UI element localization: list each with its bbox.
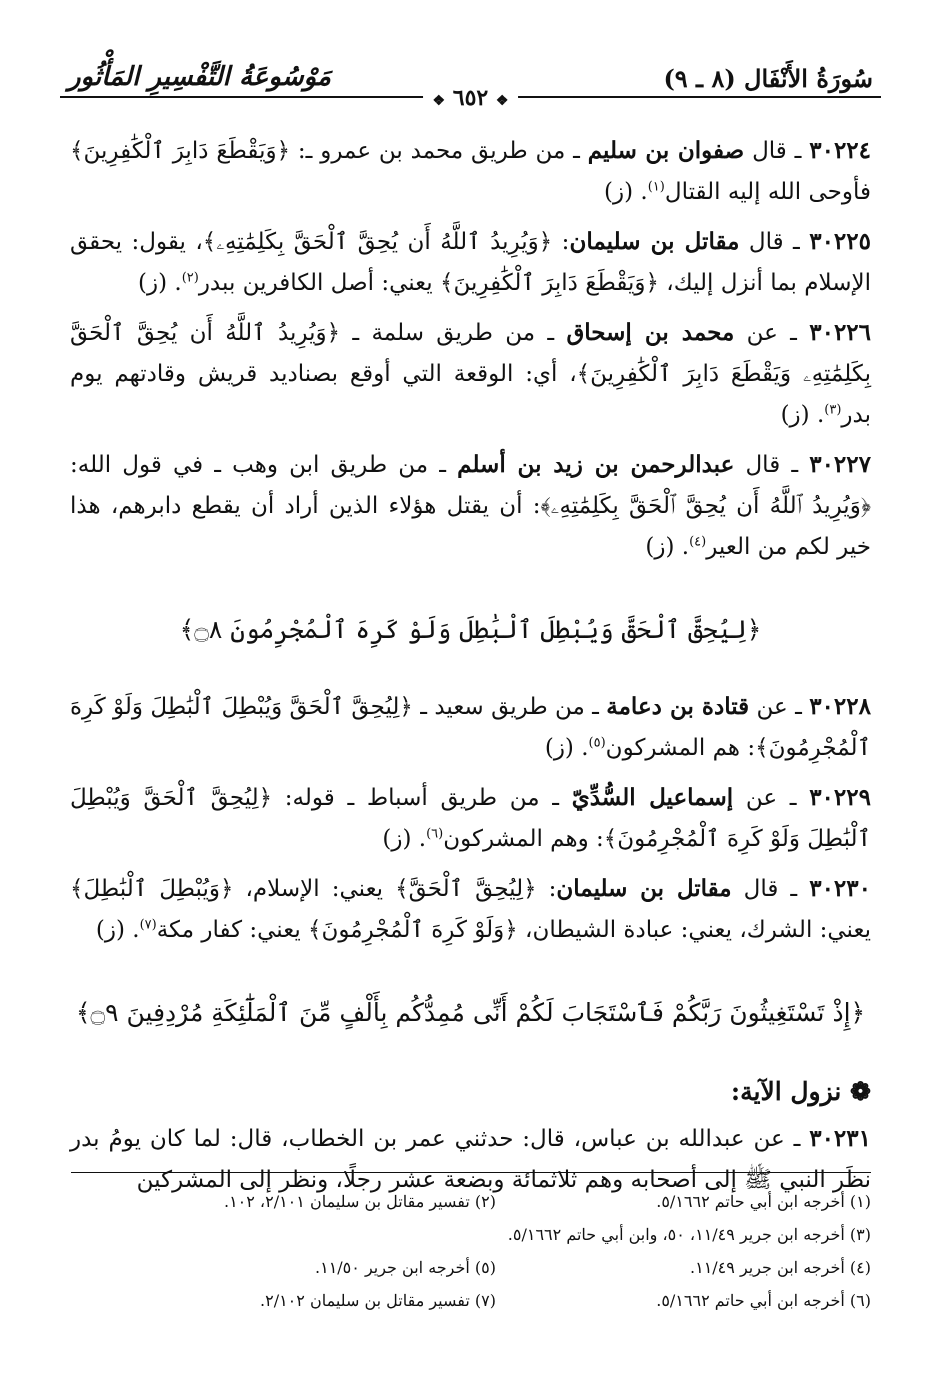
footnote-ref[interactable]: (٧)	[139, 917, 157, 933]
entry-30225: ٣٠٢٢٥ ـ قال مقاتل بن سليمان: ﴿وَيُرِيدُ ٱللَّهُ أَن يُحِقَّ ٱلْحَقَّ بِكَلِمَٰتِهِۦ﴾، يقول: يحقق الإسلام بما أنزل إليك، ﴿وَيَقْطَعَ دَابِرَ ٱلْكَٰفِرِينَ﴾ يعني: أصل الكافرين ببدر$^{(٢)}$. (ز)	[70, 228, 871, 296]
footnote-ref[interactable]: (٤)	[689, 534, 707, 550]
footnote: (٤) أخرجه ابن جرير ١١/٤٩.	[690, 1258, 871, 1277]
quran-verse-9: ﴿إِذْ تَسْتَغِيثُونَ رَبَّكُمْ فَٱسْتَجَابَ لَكُمْ أَنِّى مُمِدُّكُم بِأَلْفٍ مِّنَ ٱلْمَلَٰٓئِكَةِ مُرْدِفِينَ ۝٩﴾	[75, 998, 866, 1027]
footnote-ref[interactable]: (٦)	[426, 826, 444, 842]
entry-30230: ٣٠٢٣٠ ـ قال مقاتل بن سليمان: ﴿لِيُحِقَّ ٱلْحَقَّ﴾ يعني: الإسلام، ﴿وَيُبْطِلَ ٱلْبَٰطِلَ﴾ يعني: الشرك، يعني: عبادة الشيطان، ﴿وَلَوْ كَرِهَ ٱلْمُجْرِمُونَ﴾ يعني: كفار مكة$^{(٧)}$. (ز)	[70, 875, 871, 943]
footnote: (٦) أخرجه ابن أبي حاتم ٥/١٦٦٢.	[656, 1291, 871, 1310]
ornament-icon: ❖	[432, 93, 446, 109]
footnote: (٣) أخرجه ابن جرير ١١/٤٩، ٥٠، وابن أبي حاتم ٥/١٦٦٢.	[507, 1225, 871, 1244]
footnote: (١) أخرجه ابن أبي حاتم ٥/١٦٦٢.	[656, 1192, 871, 1211]
footnote-rule	[71, 1172, 871, 1173]
section-heading: ❁ نزول الآية:	[730, 1077, 871, 1106]
footnote: (٥) أخرجه ابن جرير ١١/٥٠.	[315, 1258, 496, 1277]
footnote-row	[70, 1185, 871, 1218]
page-number: ❖ ٦٥٢ ❖	[423, 85, 519, 111]
ornament-icon: ❖	[495, 93, 509, 109]
footnote-ref[interactable]: (٣)	[824, 402, 842, 418]
entry-30226: ٣٠٢٢٦ ـ عن محمد بن إسحاق ـ من طريق سلمة ـ ﴿وَيُرِيدُ ٱللَّهُ أَن يُحِقَّ ٱلْحَقَّ بِكَلِمَٰتِهِۦ وَيَقْطَعَ دَابِرَ ٱلْكَٰفِرِينَ﴾، أي: الوقعة التي أوقع بصناديد قريش وقادتهم يوم بدر$^{(٣)}$. (ز)	[70, 319, 872, 428]
footnote-ref[interactable]: (٢)	[181, 270, 199, 286]
footnote: (٢) تفسير مقاتل بن سليمان ٢/١٠١، ١٠٢.	[223, 1192, 496, 1211]
footnote-ref[interactable]: (٥)	[588, 735, 606, 751]
quran-verse-8: ﴿لِيُحِقَّ ٱلْحَقَّ وَيُبْطِلَ ٱلْبَٰطِلَ وَلَوْ كَرِهَ ٱلْمُجْرِمُونَ ۝٨﴾	[179, 615, 762, 644]
main-text	[70, 130, 871, 1209]
footnote: (٧) تفسير مقاتل بن سليمان ٢/١٠٢.	[260, 1291, 496, 1310]
entry-30227: ٣٠٢٢٧ ـ قال عبدالرحمن بن زيد بن أسلم ـ من طريق ابن وهب ـ في قول الله: ﴿وَيُرِيدُ ٱللَّهُ أَن يُحِقَّ ٱلْحَقَّ بِكَلِمَٰتِهِۦ﴾: أن يقتل هؤلاء الذين أراد أن يقطع دابرهم، هذا خير لكم من العير$^{(٤)}$. (ز)	[70, 451, 871, 560]
footnote-row	[70, 1218, 871, 1251]
footnotes	[70, 1185, 871, 1317]
surah-title: سُورَةُ الأَنْفَال (٨ ـ ٩)	[663, 64, 873, 93]
footnote-ref[interactable]: (١)	[647, 179, 665, 195]
entry-30231: ٣٠٢٣١ ـ عن عبدالله بن عباس، قال: حدثني عمر بن الخطاب، قال: لما كان يومُ بدر نظَر النبي ﷺ إلى أصحابه وهم ثلاثمائة وبضعة عشر رجلًا، ونظر إلى المشركين	[70, 1125, 871, 1193]
entry-30229: ٣٠٢٢٩ ـ عن إسماعيل السُّدِّيّ ـ من طريق أسباط ـ قوله: ﴿لِيُحِقَّ ٱلْحَقَّ وَيُبْطِلَ ٱلْبَٰطِلَ وَلَوْ كَرِهَ ٱلْمُجْرِمُونَ﴾: وهم المشركون$^{(٦)}$. (ز)	[70, 784, 871, 852]
entry-30224: ٣٠٢٢٤ ـ قال صفوان بن سليم ـ من طريق محمد بن عمرو ـ: ﴿وَيَقْطَعَ دَابِرَ ٱلْكَٰفِرِينَ﴾ فأوحى الله إليه القتال$^{(١)}$. (ز)	[70, 137, 872, 205]
entry-30228: ٣٠٢٢٨ ـ عن قتادة بن دعامة ـ من طريق سعيد ـ ﴿لِيُحِقَّ ٱلْحَقَّ وَيُبْطِلَ ٱلْبَٰطِلَ وَلَوْ كَرِهَ ٱلْمُجْرِمُونَ﴾: هم المشركون$^{(٥)}$. (ز)	[70, 693, 871, 761]
page-header	[60, 60, 881, 111]
footnote-row	[70, 1251, 871, 1284]
book-title: مَوْسُوعَةُ التَّفْسِيرِ المَأْثُور	[68, 62, 331, 92]
footnote-row	[70, 1284, 871, 1317]
